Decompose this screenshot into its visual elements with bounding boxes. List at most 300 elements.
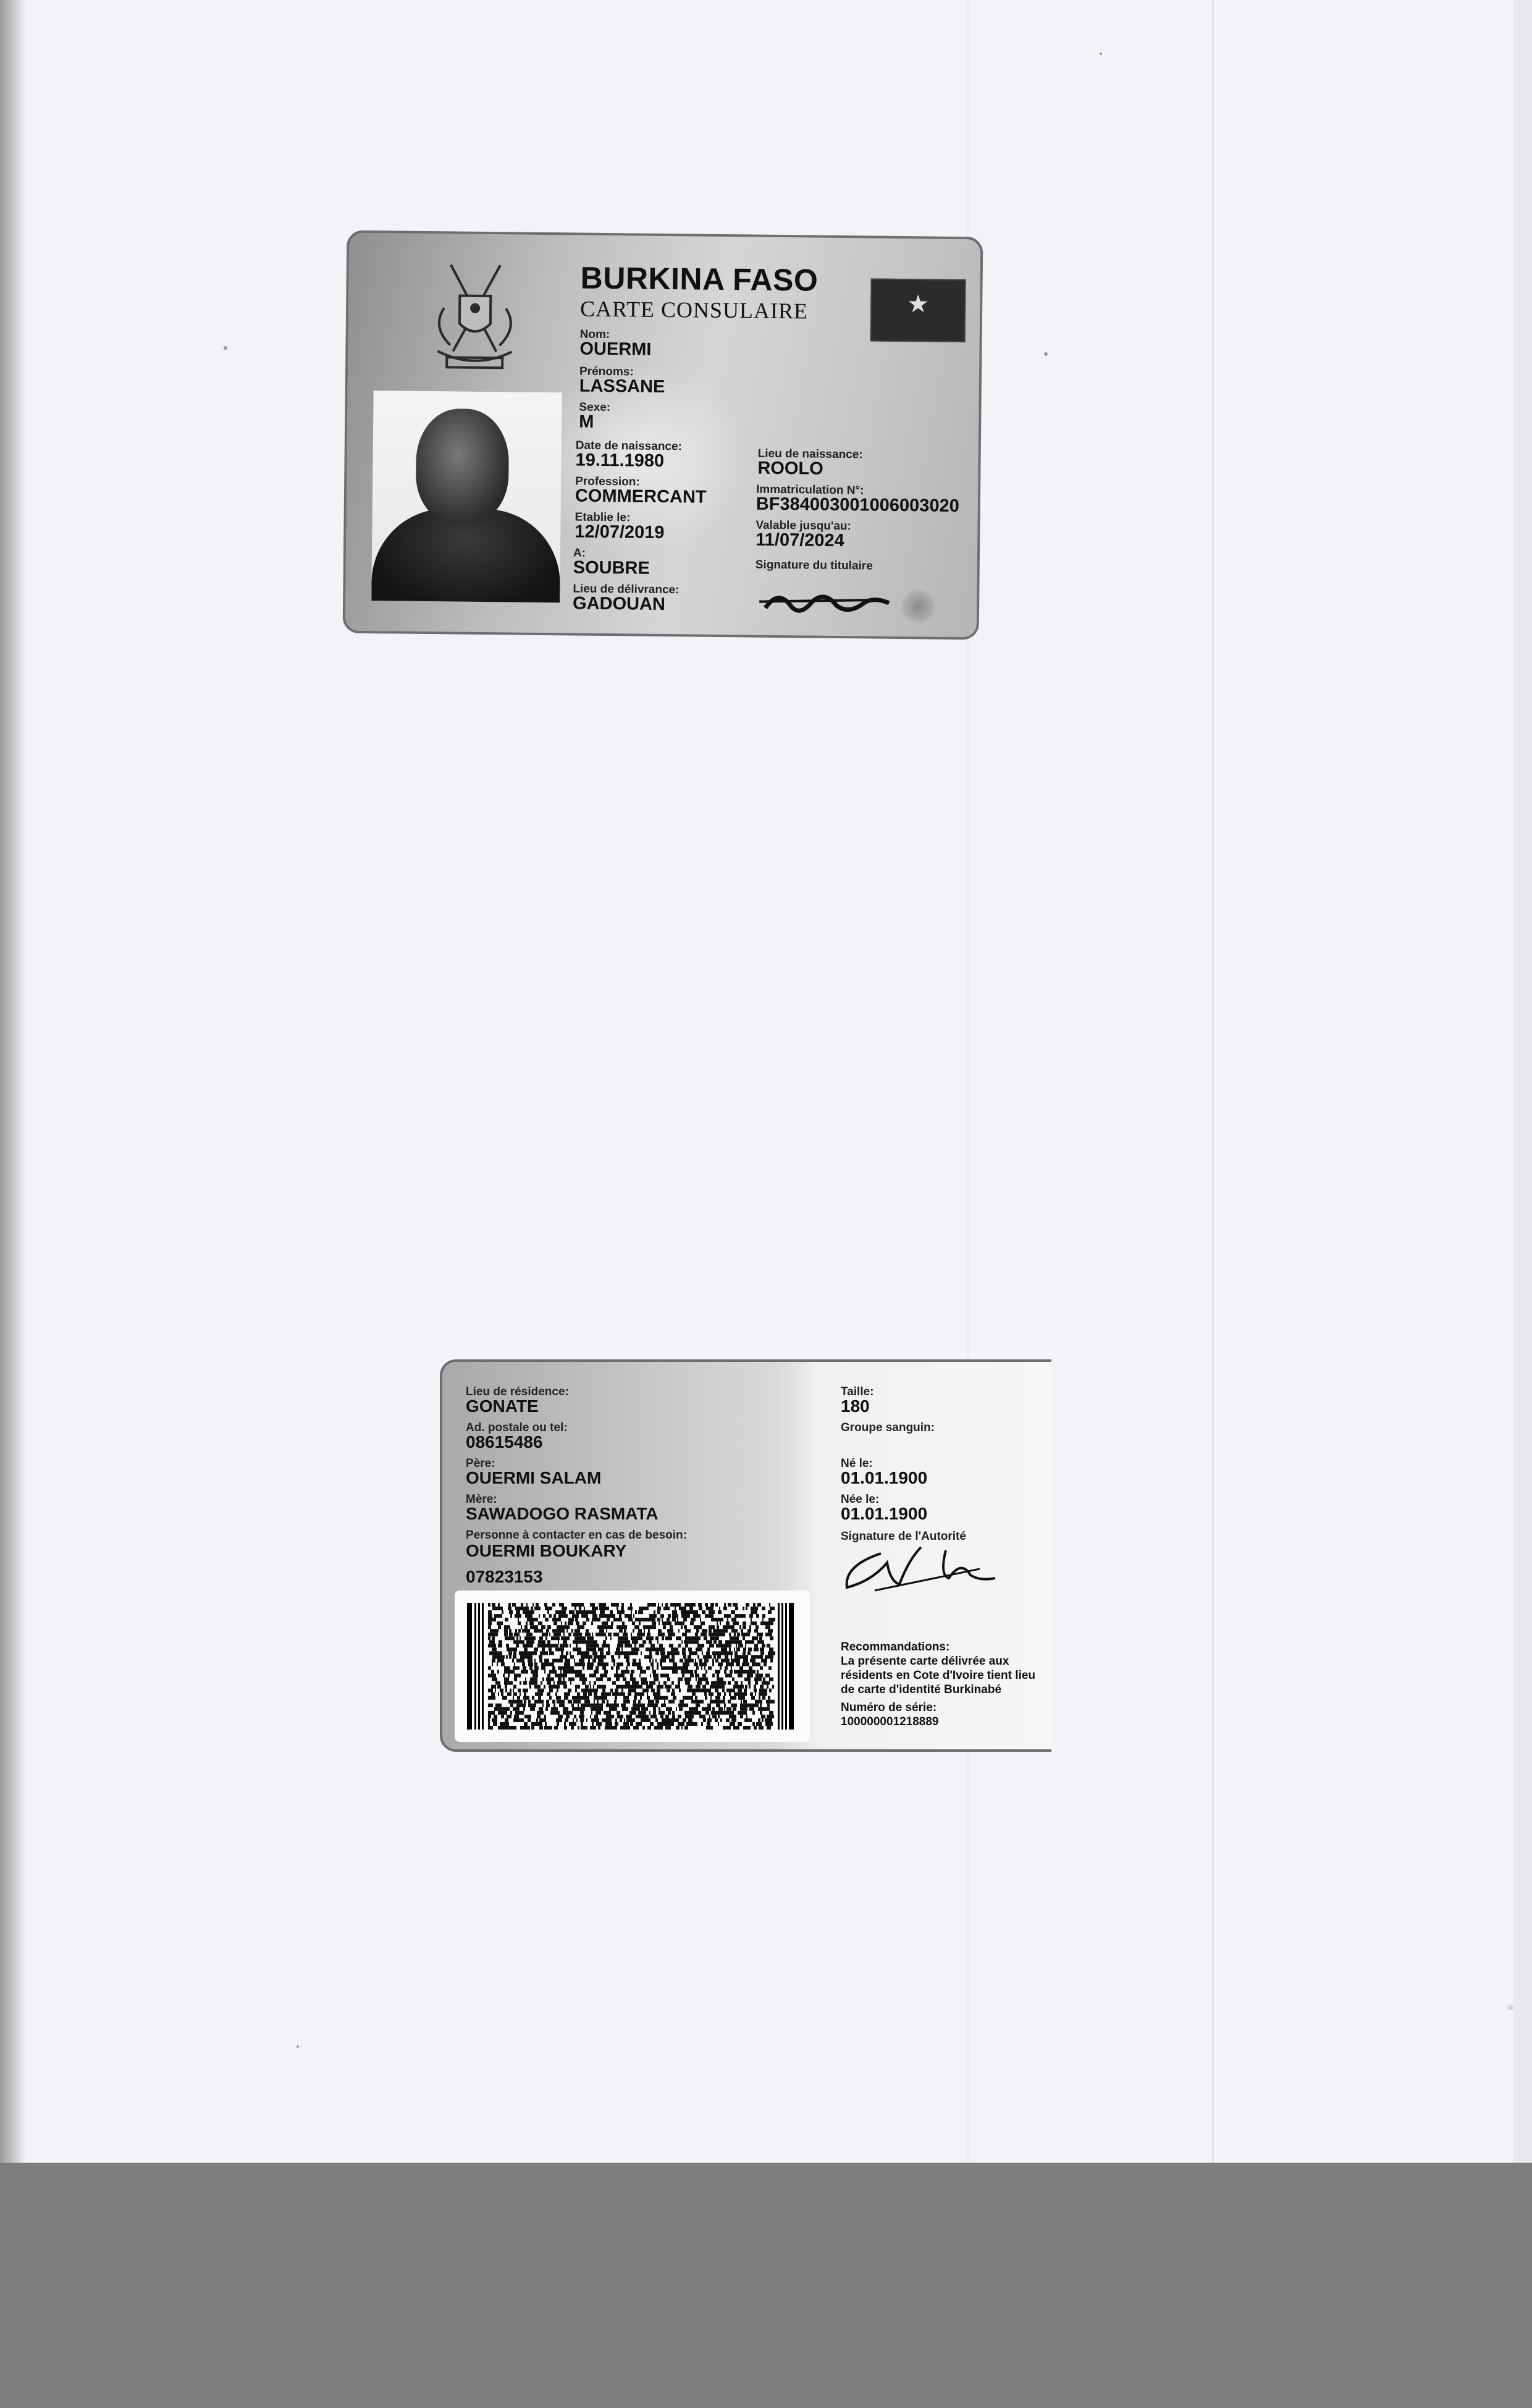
barcode-module <box>685 1629 688 1633</box>
barcode-module <box>637 1636 639 1640</box>
barcode-module <box>565 1670 566 1674</box>
barcode-module <box>768 1700 771 1704</box>
barcode-module <box>705 1629 707 1633</box>
barcode-module <box>631 1647 633 1651</box>
barcode-module <box>603 1607 607 1610</box>
barcode-module <box>747 1629 751 1633</box>
barcode-module <box>691 1685 692 1689</box>
barcode-module <box>654 1647 656 1651</box>
barcode-module <box>513 1685 516 1689</box>
barcode-module <box>639 1662 641 1666</box>
barcode-module <box>646 1636 649 1640</box>
barcode-module <box>640 1715 642 1718</box>
barcode-module <box>698 1674 699 1678</box>
barcode-module <box>657 1685 659 1689</box>
barcode-module <box>556 1718 559 1722</box>
barcode-module <box>596 1614 597 1618</box>
mere-label: Mère: <box>466 1493 497 1506</box>
barcode-module <box>624 1633 626 1636</box>
barcode-module <box>746 1633 749 1636</box>
barcode-module <box>650 1647 654 1651</box>
barcode-module <box>757 1674 761 1678</box>
barcode-module <box>728 1662 730 1666</box>
barcode-module <box>573 1610 574 1614</box>
barcode-module <box>633 1658 636 1662</box>
barcode-module <box>621 1704 623 1707</box>
barcode-module <box>537 1667 539 1670</box>
barcode-module <box>747 1678 748 1681</box>
barcode-module <box>704 1707 707 1711</box>
barcode-module <box>659 1726 663 1730</box>
barcode-module <box>649 1651 650 1655</box>
barcode-module <box>754 1685 756 1689</box>
barcode-module <box>700 1618 701 1621</box>
barcode-module <box>671 1722 674 1726</box>
barcode-module <box>703 1718 706 1722</box>
barcode-module <box>576 1696 578 1700</box>
barcode-module <box>520 1711 524 1715</box>
barcode-module <box>744 1633 746 1636</box>
barcode-module <box>571 1700 572 1704</box>
barcode-module <box>728 1603 731 1607</box>
barcode-module <box>678 1678 680 1681</box>
barcode-module <box>640 1696 642 1700</box>
barcode-module <box>622 1707 624 1711</box>
barcode-module <box>518 1621 521 1625</box>
barcode-module <box>741 1614 742 1618</box>
barcode-module <box>715 1618 718 1621</box>
barcode-module <box>623 1696 625 1700</box>
barcode-module <box>771 1700 772 1704</box>
barcode-module <box>620 1618 622 1621</box>
barcode-module <box>672 1689 675 1692</box>
barcode-module <box>681 1726 683 1730</box>
barcode-module <box>684 1704 688 1707</box>
barcode-module <box>602 1625 606 1629</box>
barcode-module <box>705 1696 707 1700</box>
barcode-module <box>548 1644 550 1647</box>
barcode-module <box>710 1655 712 1658</box>
barcode-module <box>499 1681 500 1685</box>
barcode-module <box>645 1689 649 1692</box>
barcode-module <box>511 1681 513 1685</box>
barcode-module <box>721 1658 725 1662</box>
barcode-module <box>628 1689 631 1692</box>
barcode-module <box>626 1614 629 1618</box>
barcode-module <box>706 1640 709 1644</box>
barcode-module <box>558 1640 559 1644</box>
barcode-module <box>553 1704 555 1707</box>
barcode-module <box>657 1610 660 1614</box>
barcode-module <box>561 1621 562 1625</box>
barcode-module <box>699 1647 702 1651</box>
barcode-module <box>582 1625 584 1629</box>
barcode-module <box>733 1722 735 1726</box>
barcode-module <box>713 1700 717 1704</box>
barcode-module <box>768 1618 772 1621</box>
barcode-module <box>720 1707 723 1711</box>
barcode-module <box>730 1715 731 1718</box>
barcode-module <box>652 1625 654 1629</box>
barcode-module <box>696 1711 698 1715</box>
barcode-module <box>602 1707 603 1711</box>
barcode-module <box>684 1678 688 1681</box>
barcode-module <box>730 1625 733 1629</box>
barcode-module <box>665 1685 668 1689</box>
barcode-module <box>770 1711 773 1715</box>
barcode-module <box>633 1718 635 1722</box>
barcode-module <box>530 1633 532 1636</box>
barcode-module <box>531 1662 533 1666</box>
barcode-module <box>768 1707 770 1711</box>
barcode-module <box>570 1678 573 1681</box>
barcode-module <box>598 1685 602 1689</box>
barcode-module <box>509 1692 511 1696</box>
barcode-module <box>715 1636 717 1640</box>
barcode-module <box>717 1633 720 1636</box>
barcode-module <box>492 1618 494 1621</box>
barcode-module <box>694 1640 695 1644</box>
barcode-module <box>602 1658 604 1662</box>
barcode-module <box>682 1633 686 1636</box>
taille-label: Taille: <box>841 1385 874 1398</box>
barcode-module <box>649 1618 651 1621</box>
barcode-module <box>760 1651 763 1655</box>
barcode-module <box>639 1692 642 1696</box>
barcode-module <box>516 1658 520 1662</box>
barcode-module <box>498 1644 499 1647</box>
postale-label: Ad. postale ou tel: <box>466 1421 568 1434</box>
barcode-module <box>507 1707 510 1711</box>
barcode-module <box>772 1651 775 1655</box>
barcode-module <box>552 1667 555 1670</box>
barcode-module <box>628 1607 630 1610</box>
barcode-module <box>592 1651 596 1655</box>
barcode-module <box>541 1636 543 1640</box>
barcode-module <box>671 1692 673 1696</box>
date-naissance-value: 19.11.1980 <box>575 450 665 471</box>
barcode-module <box>505 1718 508 1722</box>
barcode-module <box>770 1722 773 1726</box>
barcode-module <box>611 1655 614 1658</box>
barcode-module <box>506 1670 508 1674</box>
barcode-module <box>605 1662 607 1666</box>
barcode-module <box>581 1614 583 1618</box>
barcode-module <box>570 1681 571 1685</box>
barcode-module <box>712 1685 715 1689</box>
barcode-module <box>709 1644 711 1647</box>
barcode-module <box>640 1636 642 1640</box>
barcode-module <box>555 1674 558 1678</box>
barcode-module <box>610 1610 613 1614</box>
barcode-module <box>552 1700 555 1704</box>
barcode-module <box>540 1629 543 1633</box>
barcode-module <box>742 1667 743 1670</box>
barcode-module <box>495 1681 499 1685</box>
barcode-module <box>701 1658 702 1662</box>
barcode-module <box>553 1621 557 1625</box>
barcode-module <box>585 1610 587 1614</box>
barcode-module <box>642 1704 645 1707</box>
barcode-module <box>504 1681 505 1685</box>
barcode-module <box>531 1618 532 1621</box>
barcode-module <box>668 1636 671 1640</box>
barcode-module <box>635 1707 636 1711</box>
dust-speck <box>1044 352 1048 356</box>
barcode-module <box>597 1704 599 1707</box>
barcode-module <box>514 1662 515 1666</box>
barcode-module <box>584 1636 586 1640</box>
barcode-module <box>748 1681 751 1685</box>
barcode-module <box>692 1670 693 1674</box>
barcode-module <box>563 1607 567 1610</box>
barcode-module <box>488 1722 490 1726</box>
barcode-module <box>749 1670 752 1674</box>
barcode-module <box>766 1700 768 1704</box>
barcode-module <box>576 1633 579 1636</box>
barcode-module <box>619 1629 623 1633</box>
barcode-module <box>668 1678 670 1681</box>
barcode-module <box>660 1658 661 1662</box>
barcode-module <box>545 1722 547 1726</box>
barcode-module <box>690 1621 694 1625</box>
barcode-module <box>644 1655 647 1658</box>
barcode-module <box>602 1689 604 1692</box>
barcode-module <box>703 1655 707 1658</box>
barcode-module <box>558 1696 561 1700</box>
barcode-module <box>632 1681 636 1685</box>
barcode-module <box>627 1662 630 1666</box>
residence-value: GONATE <box>466 1396 539 1416</box>
barcode-module <box>509 1655 510 1658</box>
barcode-module <box>621 1603 624 1607</box>
barcode-module <box>634 1644 636 1647</box>
barcode-module <box>726 1625 730 1629</box>
barcode-module <box>489 1715 491 1718</box>
barcode-module <box>723 1681 726 1685</box>
barcode-module <box>511 1670 512 1674</box>
barcode-module <box>549 1696 552 1700</box>
barcode-module <box>665 1715 669 1718</box>
barcode-module <box>743 1692 747 1696</box>
barcode-module <box>734 1704 737 1707</box>
barcode-module <box>768 1667 772 1670</box>
barcode-module <box>557 1625 559 1629</box>
barcode-module <box>690 1674 694 1678</box>
barcode-module <box>572 1707 573 1711</box>
barcode-module <box>687 1640 691 1644</box>
barcode-module <box>661 1655 662 1658</box>
barcode-module <box>573 1678 574 1681</box>
barcode-module <box>571 1621 573 1625</box>
barcode-module <box>514 1678 516 1681</box>
barcode-module <box>652 1658 654 1662</box>
barcode-module <box>755 1689 757 1692</box>
barcode-module <box>503 1726 507 1730</box>
barcode-module <box>581 1636 584 1640</box>
barcode-module <box>529 1614 532 1618</box>
barcode-module <box>718 1651 722 1655</box>
barcode-module <box>562 1603 564 1607</box>
barcode-module <box>608 1633 610 1636</box>
barcode-module <box>621 1651 624 1655</box>
barcode-module <box>725 1658 728 1662</box>
barcode-module <box>689 1685 691 1689</box>
barcode-module <box>528 1618 531 1621</box>
barcode-module <box>554 1670 557 1674</box>
barcode-module <box>672 1711 675 1715</box>
barcode-module <box>535 1681 537 1685</box>
barcode-module <box>572 1614 575 1618</box>
barcode-module <box>650 1644 652 1647</box>
barcode-module <box>621 1644 623 1647</box>
barcode-module <box>542 1667 545 1670</box>
barcode-module <box>528 1704 531 1707</box>
barcode-module <box>671 1633 674 1636</box>
barcode-module <box>668 1618 670 1621</box>
barcode-module <box>679 1689 681 1692</box>
barcode-module <box>599 1678 603 1681</box>
barcode-module <box>494 1647 497 1651</box>
etablie-label: Etablie le: <box>574 510 631 525</box>
barcode-module <box>602 1629 603 1633</box>
barcode-module <box>524 1651 526 1655</box>
barcode-module <box>752 1607 754 1610</box>
barcode-module <box>582 1704 584 1707</box>
barcode-module <box>617 1603 619 1607</box>
barcode-module <box>517 1696 520 1700</box>
barcode-module <box>522 1662 525 1666</box>
barcode-module <box>660 1685 663 1689</box>
barcode-module <box>752 1692 753 1696</box>
taille-value: 180 <box>841 1396 870 1416</box>
barcode-module <box>719 1607 720 1610</box>
barcode-module <box>547 1640 550 1644</box>
barcode-module <box>621 1640 624 1644</box>
barcode-module <box>634 1651 636 1655</box>
barcode-module <box>580 1711 584 1715</box>
barcode-module <box>731 1655 732 1658</box>
barcode-module <box>743 1607 744 1610</box>
barcode-module <box>561 1625 563 1629</box>
barcode-module <box>545 1607 547 1610</box>
barcode-module <box>762 1640 764 1644</box>
barcode-module <box>490 1674 494 1678</box>
barcode-module <box>558 1715 561 1718</box>
barcode-module <box>497 1651 499 1655</box>
barcode-module <box>604 1711 607 1715</box>
barcode-module <box>597 1718 599 1722</box>
barcode-module <box>515 1707 518 1711</box>
barcode-module <box>636 1651 638 1655</box>
barcode-module <box>669 1644 671 1647</box>
barcode-module <box>578 1674 581 1678</box>
barcode-module <box>551 1707 554 1711</box>
barcode-module <box>604 1614 606 1618</box>
barcode-module <box>600 1647 602 1651</box>
barcode-module <box>660 1662 662 1666</box>
barcode-module <box>638 1715 640 1718</box>
barcode-module <box>627 1696 629 1700</box>
barcode-module <box>542 1711 544 1715</box>
barcode-module <box>488 1633 492 1636</box>
barcode-module <box>581 1726 584 1730</box>
barcode-module <box>594 1655 597 1658</box>
barcode-module <box>608 1718 612 1722</box>
barcode-module <box>662 1621 665 1625</box>
barcode-module <box>659 1644 662 1647</box>
barcode-module <box>688 1711 690 1715</box>
barcode-module <box>571 1722 573 1726</box>
lieu-naissance-value: ROOLO <box>757 458 823 479</box>
barcode-module <box>529 1658 532 1662</box>
dust-speck <box>1100 53 1102 55</box>
barcode-module <box>596 1670 599 1674</box>
barcode-module <box>673 1692 675 1696</box>
barcode-module <box>770 1636 773 1640</box>
barcode-module <box>623 1633 624 1636</box>
barcode-module <box>633 1647 634 1651</box>
barcode-module <box>645 1618 649 1621</box>
barcode-module <box>583 1610 585 1614</box>
barcode-module <box>729 1711 732 1715</box>
scan-fold-line <box>1212 0 1214 2163</box>
barcode-module <box>587 1651 589 1655</box>
barcode-module <box>543 1651 545 1655</box>
barcode-module <box>542 1640 544 1644</box>
barcode-module <box>733 1707 736 1711</box>
barcode-module <box>681 1625 683 1629</box>
barcode-module <box>660 1715 663 1718</box>
barcode-module <box>519 1614 521 1618</box>
barcode-module <box>768 1621 770 1625</box>
barcode-module <box>557 1633 561 1636</box>
barcode-module <box>689 1636 692 1640</box>
barcode-module <box>680 1607 683 1610</box>
barcode-module <box>743 1647 746 1651</box>
barcode-module <box>770 1655 772 1658</box>
barcode-module <box>541 1625 544 1629</box>
barcode-module <box>708 1667 712 1670</box>
barcode-module <box>618 1625 620 1629</box>
barcode-module <box>523 1667 524 1670</box>
barcode-module <box>654 1726 657 1730</box>
barcode-module <box>682 1621 684 1625</box>
barcode-module <box>765 1621 768 1625</box>
barcode-module <box>638 1711 641 1715</box>
barcode-module <box>769 1718 772 1722</box>
barcode-module <box>606 1625 609 1629</box>
barcode-module <box>743 1685 744 1689</box>
barcode-module <box>749 1625 751 1629</box>
barcode-module <box>590 1636 592 1640</box>
barcode-module <box>508 1651 512 1655</box>
barcode-module <box>500 1726 501 1730</box>
barcode-module <box>565 1681 566 1685</box>
barcode-module <box>534 1685 537 1689</box>
barcode-module <box>768 1696 770 1700</box>
barcode-module <box>498 1692 499 1696</box>
barcode-module <box>691 1618 692 1621</box>
barcode-module <box>691 1700 694 1704</box>
barcode-module <box>697 1633 698 1636</box>
barcode-module <box>632 1662 634 1666</box>
barcode-module <box>535 1618 538 1621</box>
barcode-module <box>488 1667 490 1670</box>
barcode-module <box>544 1715 546 1718</box>
barcode-module <box>558 1674 562 1678</box>
barcode-module <box>744 1689 746 1692</box>
